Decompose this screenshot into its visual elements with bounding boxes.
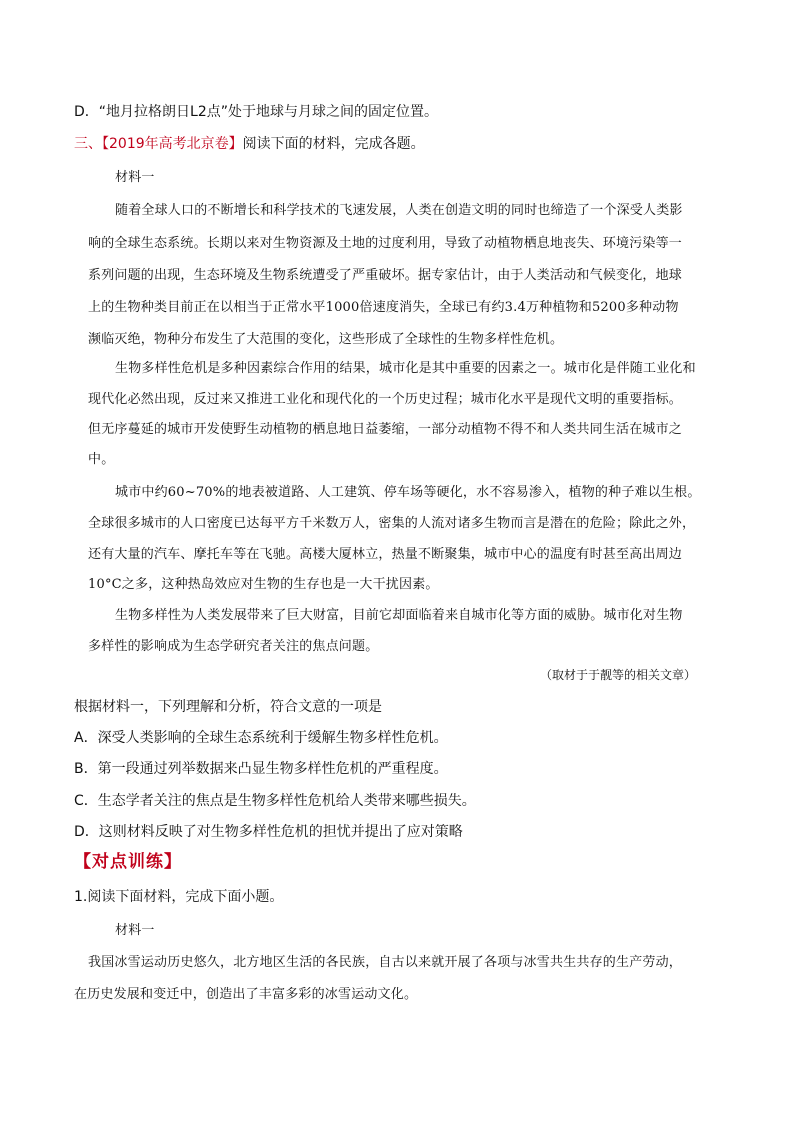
material-line: 我国冰雪运动历史悠久，北方地区生活的各民族，自古以来就开展了各项与冰雪共生共存的生产劳动， xyxy=(88,955,683,970)
material-line: 中。 xyxy=(88,452,115,467)
source-tag: 【2019年高考北京卷】 xyxy=(102,136,243,152)
option-c: C．生态学者关注的焦点是生物多样性危机给人类带来哪些损失。 xyxy=(74,793,476,809)
material-line: 10°C之多，这种热岛效应对生物的生存也是一大干扰因素。 xyxy=(88,577,439,592)
material-line: 城市中约60~70%的地表被道路、人工建筑、停车场等硬化，水不容易渗入，植物的种子难以生根。 xyxy=(115,485,701,500)
question-instruction: 阅读下面的材料，完成各题。 xyxy=(242,136,425,152)
option-a: A．深受人类影响的全球生态系统利于缓解生物多样性危机。 xyxy=(74,730,448,746)
material-line: 随着全球人口的不断增长和科学技术的飞速发展，人类在创造文明的同时也缔造了一个深受人类影 xyxy=(115,203,683,218)
material-line: 现代化必然出现，反过来又推进工业化和现代化的一个历史过程；城市化水平是现代文明的重要指标。 xyxy=(88,392,683,407)
previous-option-d: D．“地月拉格朗日L2点”处于地球与月球之间的固定位置。 xyxy=(74,104,438,120)
training-question-1: 1.阅读下面材料，完成下面小题。 xyxy=(74,889,284,905)
material-title: 材料一 xyxy=(115,170,155,185)
question-stem: 根据材料一，下列理解和分析，符合文意的一项是 xyxy=(74,699,382,715)
source-note: （取材于于靓等的相关文章） xyxy=(540,668,697,682)
material-title: 材料一 xyxy=(115,923,155,938)
material-line: 生物多样性危机是多种因素综合作用的结果，城市化是其中重要的因素之一。城市化是伴随工业化和 xyxy=(115,361,696,376)
material-line: 多样性的影响成为生态学研究者关注的焦点问题。 xyxy=(88,639,379,654)
option-b: B．第一段通过列举数据来凸显生物多样性危机的严重程度。 xyxy=(74,761,448,777)
option-d: D．这则材料反映了对生物多样性危机的担忧并提出了应对策略 xyxy=(74,824,463,840)
material-line: 在历史发展和变迁中，创造出了丰富多彩的冰雪运动文化。 xyxy=(74,987,418,1002)
question-3-header xyxy=(74,133,425,153)
section-title: 【对点训练】 xyxy=(74,852,182,872)
material-line: 全球很多城市的人口密度已达每平方千米数万人，密集的人流对诸多生物而言是潜在的危险；除此之外， xyxy=(88,516,696,531)
material-line: 上的生物种类目前正在以相当于正常水平1000倍速度消失，全球已有约3.4万种植物和5200多种动物 xyxy=(88,300,679,315)
material-line: 濒临灭绝，物种分布发生了大范围的变化，这些形成了全球性的生物多样性危机。 xyxy=(88,332,564,347)
material-line: 系列问题的出现，生态环境及生物系统遭受了严重破坏。据专家估计，由于人类活动和气候变化，地球 xyxy=(88,268,683,283)
material-line: 生物多样性为人类发展带来了巨大财富，目前它却面临着来自城市化等方面的威胁。城市化对生物 xyxy=(115,608,683,623)
material-line: 但无序蔓延的城市开发使野生动植物的栖息地日益萎缩，一部分动植物不得不和人类共同生活在城市之 xyxy=(88,422,683,437)
question-number: 三、 xyxy=(74,136,102,152)
material-line: 响的全球生态系统。长期以来对生物资源及土地的过度利用，导致了动植物栖息地丧失、环境污染等一 xyxy=(88,236,683,251)
material-line: 还有大量的汽车、摩托车等在飞驰。高楼大厦林立，热量不断聚集，城市中心的温度有时甚至高出周边 xyxy=(88,547,683,562)
